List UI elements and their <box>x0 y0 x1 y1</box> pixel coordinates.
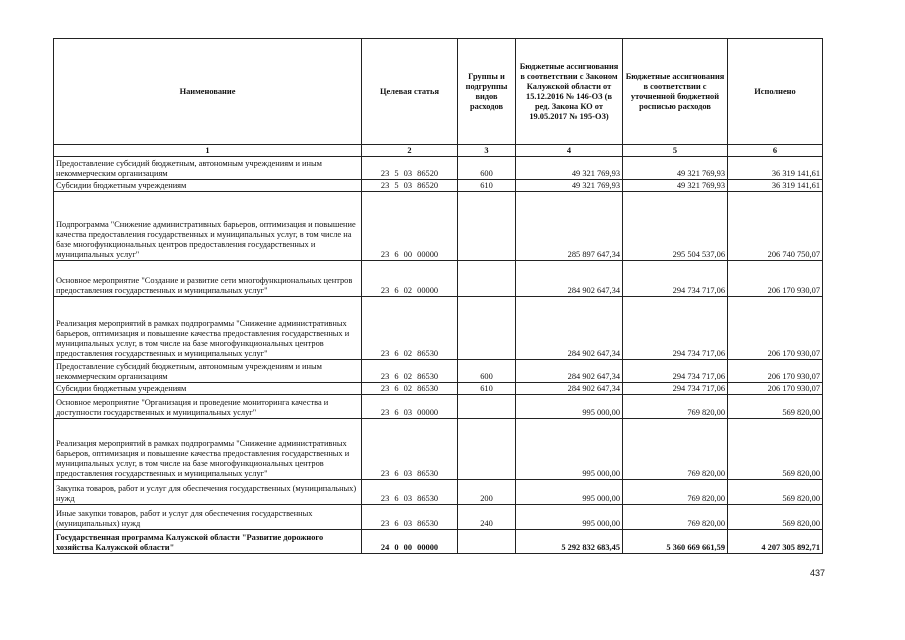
row-target-article: 23 6 02 86530 <box>362 383 458 395</box>
row-name: Государственная программа Калужской области "Развитие дорожного хозяйства Калужской области" <box>54 530 362 554</box>
row-law-allocation: 995 000,00 <box>516 419 623 480</box>
table-row <box>54 297 823 360</box>
row-executed: 206 170 930,07 <box>728 383 823 395</box>
row-expense-group: 200 <box>458 480 516 505</box>
row-expense-group <box>458 192 516 261</box>
row-target-article: 23 5 03 86520 <box>362 180 458 192</box>
column-number-row <box>54 145 823 157</box>
column-number: 5 <box>623 145 728 157</box>
row-target-article: 23 6 03 86530 <box>362 480 458 505</box>
row-executed: 36 319 141,61 <box>728 180 823 192</box>
row-law-allocation: 284 902 647,34 <box>516 360 623 383</box>
row-law-allocation: 49 321 769,93 <box>516 157 623 180</box>
row-expense-group: 610 <box>458 180 516 192</box>
row-name: Иные закупки товаров, работ и услуг для обеспечения государственных (муниципальных) нужд <box>54 505 362 530</box>
table-row <box>54 180 823 192</box>
row-target-article: 23 6 02 86530 <box>362 297 458 360</box>
row-name: Основное мероприятие "Создание и развитие сети многофункциональных центров предоставления государственных и муниципальных услуг" <box>54 261 362 297</box>
row-executed: 569 820,00 <box>728 395 823 419</box>
column-number: 3 <box>458 145 516 157</box>
row-expense-group <box>458 395 516 419</box>
row-name: Закупка товаров, работ и услуг для обеспечения государственных (муниципальных) нужд <box>54 480 362 505</box>
row-refined-allocation: 294 734 717,06 <box>623 383 728 395</box>
row-refined-allocation: 769 820,00 <box>623 505 728 530</box>
header-expense-group: Группы и подгруппы видов расходов <box>458 39 516 145</box>
row-refined-allocation: 769 820,00 <box>623 480 728 505</box>
row-name: Основное мероприятие "Организация и проведение мониторинга качества и доступности государственных и муниципальных услуг" <box>54 395 362 419</box>
header-row <box>54 39 823 145</box>
header-name: Наименование <box>54 39 362 145</box>
row-target-article: 23 5 03 86520 <box>362 157 458 180</box>
table-row <box>54 395 823 419</box>
row-executed: 206 740 750,07 <box>728 192 823 261</box>
header-refined-allocation: Бюджетные ассигнования в соответствии с уточненной бюджетной росписью расходов <box>623 39 728 145</box>
row-law-allocation: 284 902 647,34 <box>516 297 623 360</box>
row-refined-allocation: 5 360 669 661,59 <box>623 530 728 554</box>
row-executed: 36 319 141,61 <box>728 157 823 180</box>
table-row <box>54 261 823 297</box>
column-number: 1 <box>54 145 362 157</box>
row-expense-group <box>458 530 516 554</box>
row-law-allocation: 49 321 769,93 <box>516 180 623 192</box>
row-law-allocation: 995 000,00 <box>516 395 623 419</box>
table-row <box>54 157 823 180</box>
column-number: 6 <box>728 145 823 157</box>
row-refined-allocation: 294 734 717,06 <box>623 297 728 360</box>
row-target-article: 23 6 02 00000 <box>362 261 458 297</box>
row-executed: 206 170 930,07 <box>728 261 823 297</box>
row-expense-group: 610 <box>458 383 516 395</box>
row-expense-group: 600 <box>458 360 516 383</box>
row-law-allocation: 285 897 647,34 <box>516 192 623 261</box>
budget-table <box>53 38 823 554</box>
row-executed: 569 820,00 <box>728 419 823 480</box>
table-row <box>54 480 823 505</box>
row-refined-allocation: 769 820,00 <box>623 419 728 480</box>
row-executed: 206 170 930,07 <box>728 297 823 360</box>
row-executed: 206 170 930,07 <box>728 360 823 383</box>
row-name: Подпрограмма "Снижение административных барьеров, оптимизация и повышение качества предоставления государственных и муниципальных услуг, в том числе на базе многофункциональных центров предоставления государственных и муниципальных услуг" <box>54 192 362 261</box>
row-target-article: 23 6 03 00000 <box>362 395 458 419</box>
row-law-allocation: 995 000,00 <box>516 480 623 505</box>
table-row <box>54 530 823 554</box>
table-row <box>54 505 823 530</box>
row-expense-group: 240 <box>458 505 516 530</box>
row-refined-allocation: 294 734 717,06 <box>623 360 728 383</box>
row-refined-allocation: 295 504 537,06 <box>623 192 728 261</box>
page-number: 437 <box>810 568 826 578</box>
row-name: Реализация мероприятий в рамках подпрограммы "Снижение административных барьеров, оптимизация и повышение качества предоставления государственных и муниципальных услуг, в том числе на базе многофункциональных центров предоставления государственных и муниципальных услуг" <box>54 419 362 480</box>
row-law-allocation: 5 292 832 683,45 <box>516 530 623 554</box>
row-target-article: 23 6 03 86530 <box>362 419 458 480</box>
row-executed: 569 820,00 <box>728 505 823 530</box>
row-target-article: 23 6 02 86530 <box>362 360 458 383</box>
row-refined-allocation: 49 321 769,93 <box>623 180 728 192</box>
row-refined-allocation: 294 734 717,06 <box>623 261 728 297</box>
row-refined-allocation: 49 321 769,93 <box>623 157 728 180</box>
row-law-allocation: 284 902 647,34 <box>516 261 623 297</box>
row-name: Предоставление субсидий бюджетным, автономным учреждениям и иным некоммерческим организациям <box>54 157 362 180</box>
row-target-article: 23 6 00 00000 <box>362 192 458 261</box>
header-executed: Исполнено <box>728 39 823 145</box>
table-row <box>54 192 823 261</box>
row-name: Субсидии бюджетным учреждениям <box>54 180 362 192</box>
row-executed: 4 207 305 892,71 <box>728 530 823 554</box>
row-expense-group <box>458 419 516 480</box>
table-row <box>54 360 823 383</box>
row-expense-group <box>458 261 516 297</box>
row-name: Предоставление субсидий бюджетным, автономным учреждениям и иным некоммерческим организациям <box>54 360 362 383</box>
row-refined-allocation: 769 820,00 <box>623 395 728 419</box>
row-target-article: 24 0 00 00000 <box>362 530 458 554</box>
table-row <box>54 419 823 480</box>
row-executed: 569 820,00 <box>728 480 823 505</box>
row-expense-group <box>458 297 516 360</box>
header-law-allocation: Бюджетные ассигнования в соответствии с Законом Калужской области от 15.12.2016 № 146-ОЗ (в ред. Закона КО от 19.05.2017 № 195-ОЗ) <box>516 39 623 145</box>
header-target-article: Целевая статья <box>362 39 458 145</box>
row-name: Реализация мероприятий в рамках подпрограммы "Снижение административных барьеров, оптимизация и повышение качества предоставления государственных и муниципальных услуг, в том числе на базе многофункциональных центров предоставления государственных и муниципальных услуг" <box>54 297 362 360</box>
row-law-allocation: 284 902 647,34 <box>516 383 623 395</box>
row-name: Субсидии бюджетным учреждениям <box>54 383 362 395</box>
row-expense-group: 600 <box>458 157 516 180</box>
table-row <box>54 383 823 395</box>
row-target-article: 23 6 03 86530 <box>362 505 458 530</box>
column-number: 4 <box>516 145 623 157</box>
row-law-allocation: 995 000,00 <box>516 505 623 530</box>
column-number: 2 <box>362 145 458 157</box>
